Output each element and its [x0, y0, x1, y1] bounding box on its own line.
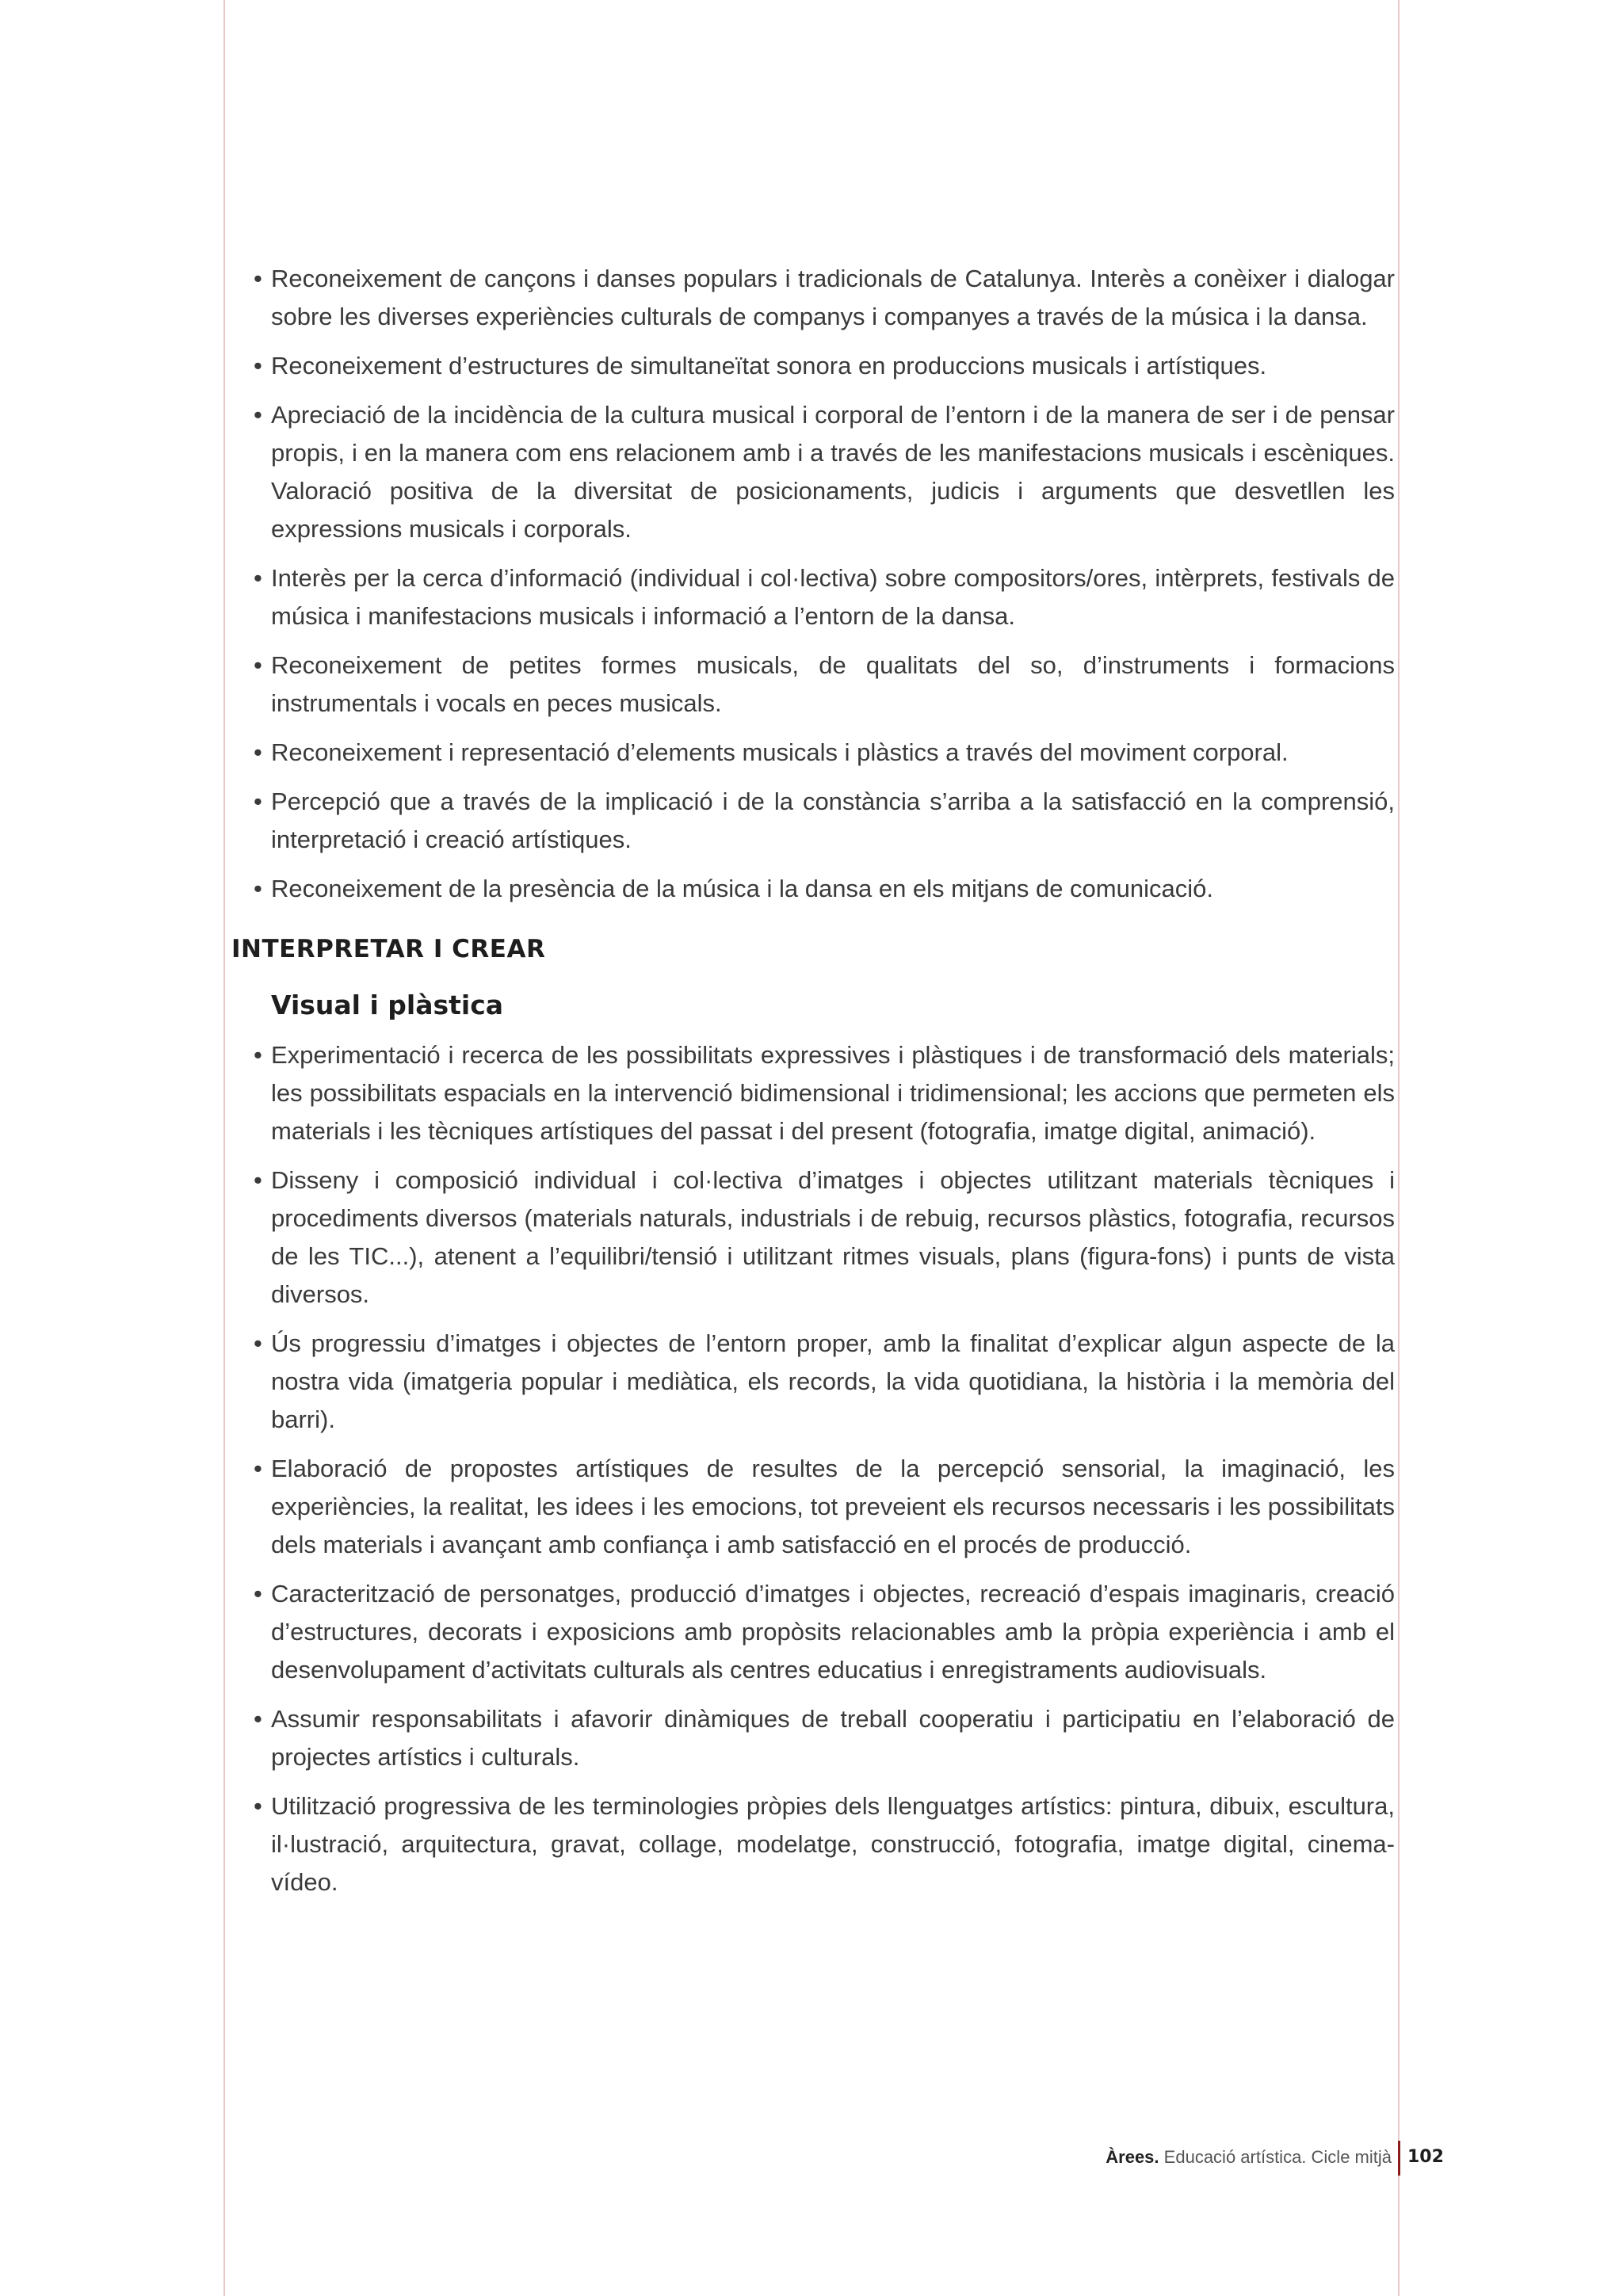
- list-item: • Elaboració de propostes artístiques de resultes de la percepció sensorial, la imaginació, les experiències, la realitat, les idees i les emocions, tot preveient els recursos necessaris i les possibilitats dels materials i avançant amb confiança i amb satisfacció en el procés de producció.: [231, 1450, 1395, 1564]
- list-item: • Caracterització de personatges, producció d’imatges i objectes, recreació d’espais imaginaris, creació d’estructures, decorats i exposicions amb propòsits relacionables amb la pròpia experiència i amb el desenvolupament d’activitats culturals als centres educatius i enregistraments audiovisuals.: [231, 1575, 1395, 1689]
- content-list-visual: [231, 1036, 1395, 1901]
- footer-subject: Educació artística. Cicle mitjà: [1163, 2147, 1392, 2167]
- list-item: • Reconeixement de cançons i danses populars i tradicionals de Catalunya. Interès a conèixer i dialogar sobre les diverses experiències culturals de companys i companyes a través de la música i la dansa.: [231, 260, 1395, 336]
- list-item: • Assumir responsabilitats i afavorir dinàmiques de treball cooperatiu i participatiu en l’elaboració de projectes artístics i culturals.: [231, 1700, 1395, 1776]
- list-item: • Disseny i composició individual i col·lectiva d’imatges i objectes utilitzant materials tècniques i procediments diversos (materials naturals, industrials i de rebuig, recursos plàstics, fotografia, recursos de les TIC...), atenent a l’equilibri/tensió i utilitzant ritmes visuals, plans (figura-fons) i punts de vista diversos.: [231, 1161, 1395, 1314]
- list-item: • Reconeixement d’estructures de simultaneïtat sonora en produccions musicals i artístiques.: [231, 347, 1395, 385]
- footer-title: [1106, 2147, 1392, 2168]
- right-margin-rule: [1398, 0, 1400, 2296]
- left-margin-rule: [223, 0, 225, 2296]
- list-item: • Percepció que a través de la implicació i de la constància s’arriba a la satisfacció en la comprensió, interpretació i creació artístiques.: [231, 783, 1395, 859]
- list-item: • Reconeixement de la presència de la música i la dansa en els mitjans de comunicació.: [231, 870, 1395, 908]
- footer-area: Àrees.: [1106, 2147, 1159, 2167]
- list-item: • Reconeixement i representació d’elements musicals i plàstics a través del moviment corporal.: [231, 734, 1395, 772]
- list-item: • Utilització progressiva de les terminologies pròpies dels llenguatges artístics: pintura, dibuix, escultura, il·lustració, arquitectura, gravat, collage, modelatge, construcció, fotografia, imatge digital, cinema-vídeo.: [231, 1787, 1395, 1901]
- page-content: [231, 260, 1395, 1913]
- content-list-perception: [231, 260, 1395, 908]
- footer-divider: [1398, 2141, 1400, 2176]
- list-item: • Reconeixement de petites formes musicals, de qualitats del so, d’instruments i formacions instrumentals i vocals en peces musicals.: [231, 646, 1395, 723]
- list-item: • Experimentació i recerca de les possibilitats expressives i plàstiques i de transformació dels materials; les possibilitats espacials en la intervenció bidimensional i tridimensional; les accions que permeten els materials i les tècniques artístiques del passat i del present (fotografia, imatge digital, animació).: [231, 1036, 1395, 1150]
- page-number: 102: [1407, 2147, 1444, 2167]
- page-footer: [0, 2141, 1623, 2176]
- section-heading: INTERPRETAR I CREAR: [231, 935, 546, 963]
- sub-heading: Visual i plàstica: [271, 990, 504, 1020]
- list-item: • Interès per la cerca d’informació (individual i col·lectiva) sobre compositors/ores, intèrprets, festivals de música i manifestacions musicals i informació a l’entorn de la dansa.: [231, 559, 1395, 635]
- list-item: • Ús progressiu d’imatges i objectes de l’entorn proper, amb la finalitat d’explicar algun aspecte de la nostra vida (imatgeria popular i mediàtica, els records, la vida quotidiana, la història i la memòria del barri).: [231, 1325, 1395, 1439]
- list-item: • Apreciació de la incidència de la cultura musical i corporal de l’entorn i de la manera de ser i de pensar propis, i en la manera com ens relacionem amb i a través de les manifestacions musicals i escèniques. Valoració positiva de la diversitat de posicionaments, judicis i arguments que desvetllen les expressions musicals i corporals.: [231, 396, 1395, 548]
